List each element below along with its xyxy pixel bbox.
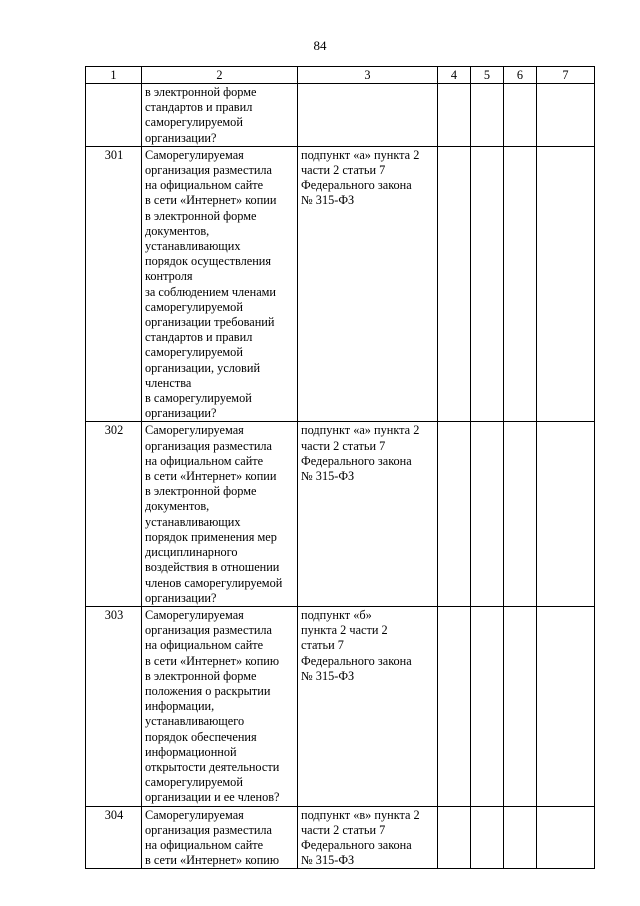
- reference-line: статьи 7: [301, 638, 344, 653]
- question-line: стандартов и правил: [145, 100, 253, 115]
- question-cell: [142, 422, 298, 606]
- question-line: саморегулируемой: [145, 299, 243, 314]
- question-line: организации требований: [145, 315, 275, 330]
- question-line: организация разместила: [145, 438, 273, 453]
- empty-answer-cell: [471, 606, 504, 806]
- row-number: 301: [86, 146, 142, 422]
- empty-answer-cell: [504, 806, 537, 869]
- reference-line: Федерального закона: [301, 178, 412, 193]
- checklist-table: [85, 66, 595, 869]
- empty-answer-cell: [438, 146, 471, 422]
- question-line: на официальном сайте: [145, 837, 264, 852]
- empty-answer-cell: [537, 422, 595, 606]
- question-line: в электронной форме: [145, 208, 257, 223]
- question-line: на официальном сайте: [145, 453, 264, 468]
- question-line: порядок осуществления: [145, 254, 272, 269]
- empty-answer-cell: [537, 606, 595, 806]
- empty-answer-cell: [438, 606, 471, 806]
- column-header: 6: [504, 67, 537, 84]
- reference-line: Федерального закона: [301, 837, 412, 852]
- question-line: документов,: [145, 499, 210, 514]
- empty-answer-cell: [504, 606, 537, 806]
- reference-line: части 2 статьи 7: [301, 438, 386, 453]
- question-line: членов саморегулируемой: [145, 575, 283, 590]
- question-line: устанавливающих: [145, 239, 241, 254]
- question-cell: [142, 606, 298, 806]
- reference-line: Федерального закона: [301, 653, 412, 668]
- question-line: порядок обеспечения: [145, 729, 257, 744]
- row-number: 303: [86, 606, 142, 806]
- column-header: 1: [86, 67, 142, 84]
- question-line: в сети «Интернет» копии: [145, 469, 277, 484]
- question-line: организация разместила: [145, 822, 273, 837]
- reference-line: № 315-ФЗ: [301, 193, 355, 208]
- empty-answer-cell: [471, 146, 504, 422]
- reference-cell: [298, 84, 438, 147]
- header-row: [86, 67, 595, 84]
- reference-line: Федерального закона: [301, 453, 412, 468]
- question-line: устанавливающих: [145, 514, 241, 529]
- table-row: [86, 606, 595, 806]
- question-line: порядок применения мер: [145, 529, 277, 544]
- reference-line: пункта 2 части 2: [301, 623, 388, 638]
- question-line: членства: [145, 375, 192, 390]
- column-header: 3: [298, 67, 438, 84]
- question-line: организации, условий: [145, 360, 261, 375]
- empty-answer-cell: [438, 84, 471, 147]
- reference-line: подпункт «в» пункта 2: [301, 807, 420, 822]
- question-line: воздействия в отношении: [145, 560, 280, 575]
- reference-cell: [298, 606, 438, 806]
- question-line: организация разместила: [145, 623, 273, 638]
- column-header: 2: [142, 67, 298, 84]
- reference-line: № 315-ФЗ: [301, 469, 355, 484]
- question-line: положения о раскрытии: [145, 683, 271, 698]
- column-header: 5: [471, 67, 504, 84]
- question-line: контроля: [145, 269, 193, 284]
- reference-line: подпункт «а» пункта 2: [301, 423, 420, 438]
- empty-answer-cell: [438, 422, 471, 606]
- empty-answer-cell: [504, 422, 537, 606]
- question-line: организация разместила: [145, 163, 273, 178]
- question-cell: [142, 84, 298, 147]
- question-line: организации?: [145, 590, 217, 605]
- question-line: саморегулируемой: [145, 115, 243, 130]
- question-line: в электронной форме: [145, 484, 257, 499]
- reference-line: № 315-ФЗ: [301, 853, 355, 868]
- table-row: [86, 146, 595, 422]
- question-line: документов,: [145, 223, 210, 238]
- empty-answer-cell: [471, 422, 504, 606]
- reference-cell: [298, 422, 438, 606]
- question-line: на официальном сайте: [145, 178, 264, 193]
- empty-answer-cell: [537, 146, 595, 422]
- question-line: Саморегулируемая: [145, 607, 244, 622]
- question-cell: [142, 146, 298, 422]
- page-number: 84: [313, 38, 327, 53]
- question-line: организации и ее членов?: [145, 790, 280, 805]
- question-cell: [142, 806, 298, 869]
- question-line: организации?: [145, 406, 217, 421]
- table-row: [86, 84, 595, 147]
- question-line: информации,: [145, 699, 215, 714]
- question-line: устанавливающего: [145, 714, 245, 729]
- reference-cell: [298, 146, 438, 422]
- question-line: дисциплинарного: [145, 545, 238, 560]
- question-line: саморегулируемой: [145, 775, 243, 790]
- question-line: в электронной форме: [145, 85, 257, 99]
- question-line: в сети «Интернет» копию: [145, 653, 280, 668]
- reference-line: подпункт «а» пункта 2: [301, 147, 420, 162]
- row-number: [86, 84, 142, 147]
- reference-line: части 2 статьи 7: [301, 163, 386, 178]
- question-line: открытости деятельности: [145, 759, 280, 774]
- question-line: организации?: [145, 130, 217, 145]
- question-line: саморегулируемой: [145, 345, 243, 360]
- question-line: в саморегулируемой: [145, 391, 252, 406]
- reference-line: части 2 статьи 7: [301, 822, 386, 837]
- table-row: [86, 422, 595, 606]
- question-line: за соблюдением членами: [145, 284, 277, 299]
- question-line: Саморегулируемая: [145, 423, 244, 438]
- question-line: стандартов и правил: [145, 330, 253, 345]
- row-number: 304: [86, 806, 142, 869]
- table-row: [86, 806, 595, 869]
- empty-answer-cell: [504, 84, 537, 147]
- empty-answer-cell: [537, 84, 595, 147]
- question-line: на официальном сайте: [145, 638, 264, 653]
- empty-answer-cell: [504, 146, 537, 422]
- reference-line: подпункт «б»: [301, 607, 372, 622]
- row-number: 302: [86, 422, 142, 606]
- question-line: Саморегулируемая: [145, 807, 244, 822]
- question-line: Саморегулируемая: [145, 147, 244, 162]
- reference-line: № 315-ФЗ: [301, 668, 355, 683]
- reference-cell: [298, 806, 438, 869]
- question-line: в сети «Интернет» копии: [145, 193, 277, 208]
- question-line: в электронной форме: [145, 668, 257, 683]
- column-header: 4: [438, 67, 471, 84]
- empty-answer-cell: [537, 806, 595, 869]
- question-line: информационной: [145, 744, 237, 759]
- column-header: 7: [537, 67, 595, 84]
- empty-answer-cell: [471, 84, 504, 147]
- empty-answer-cell: [471, 806, 504, 869]
- empty-answer-cell: [438, 806, 471, 869]
- question-line: в сети «Интернет» копию: [145, 853, 280, 868]
